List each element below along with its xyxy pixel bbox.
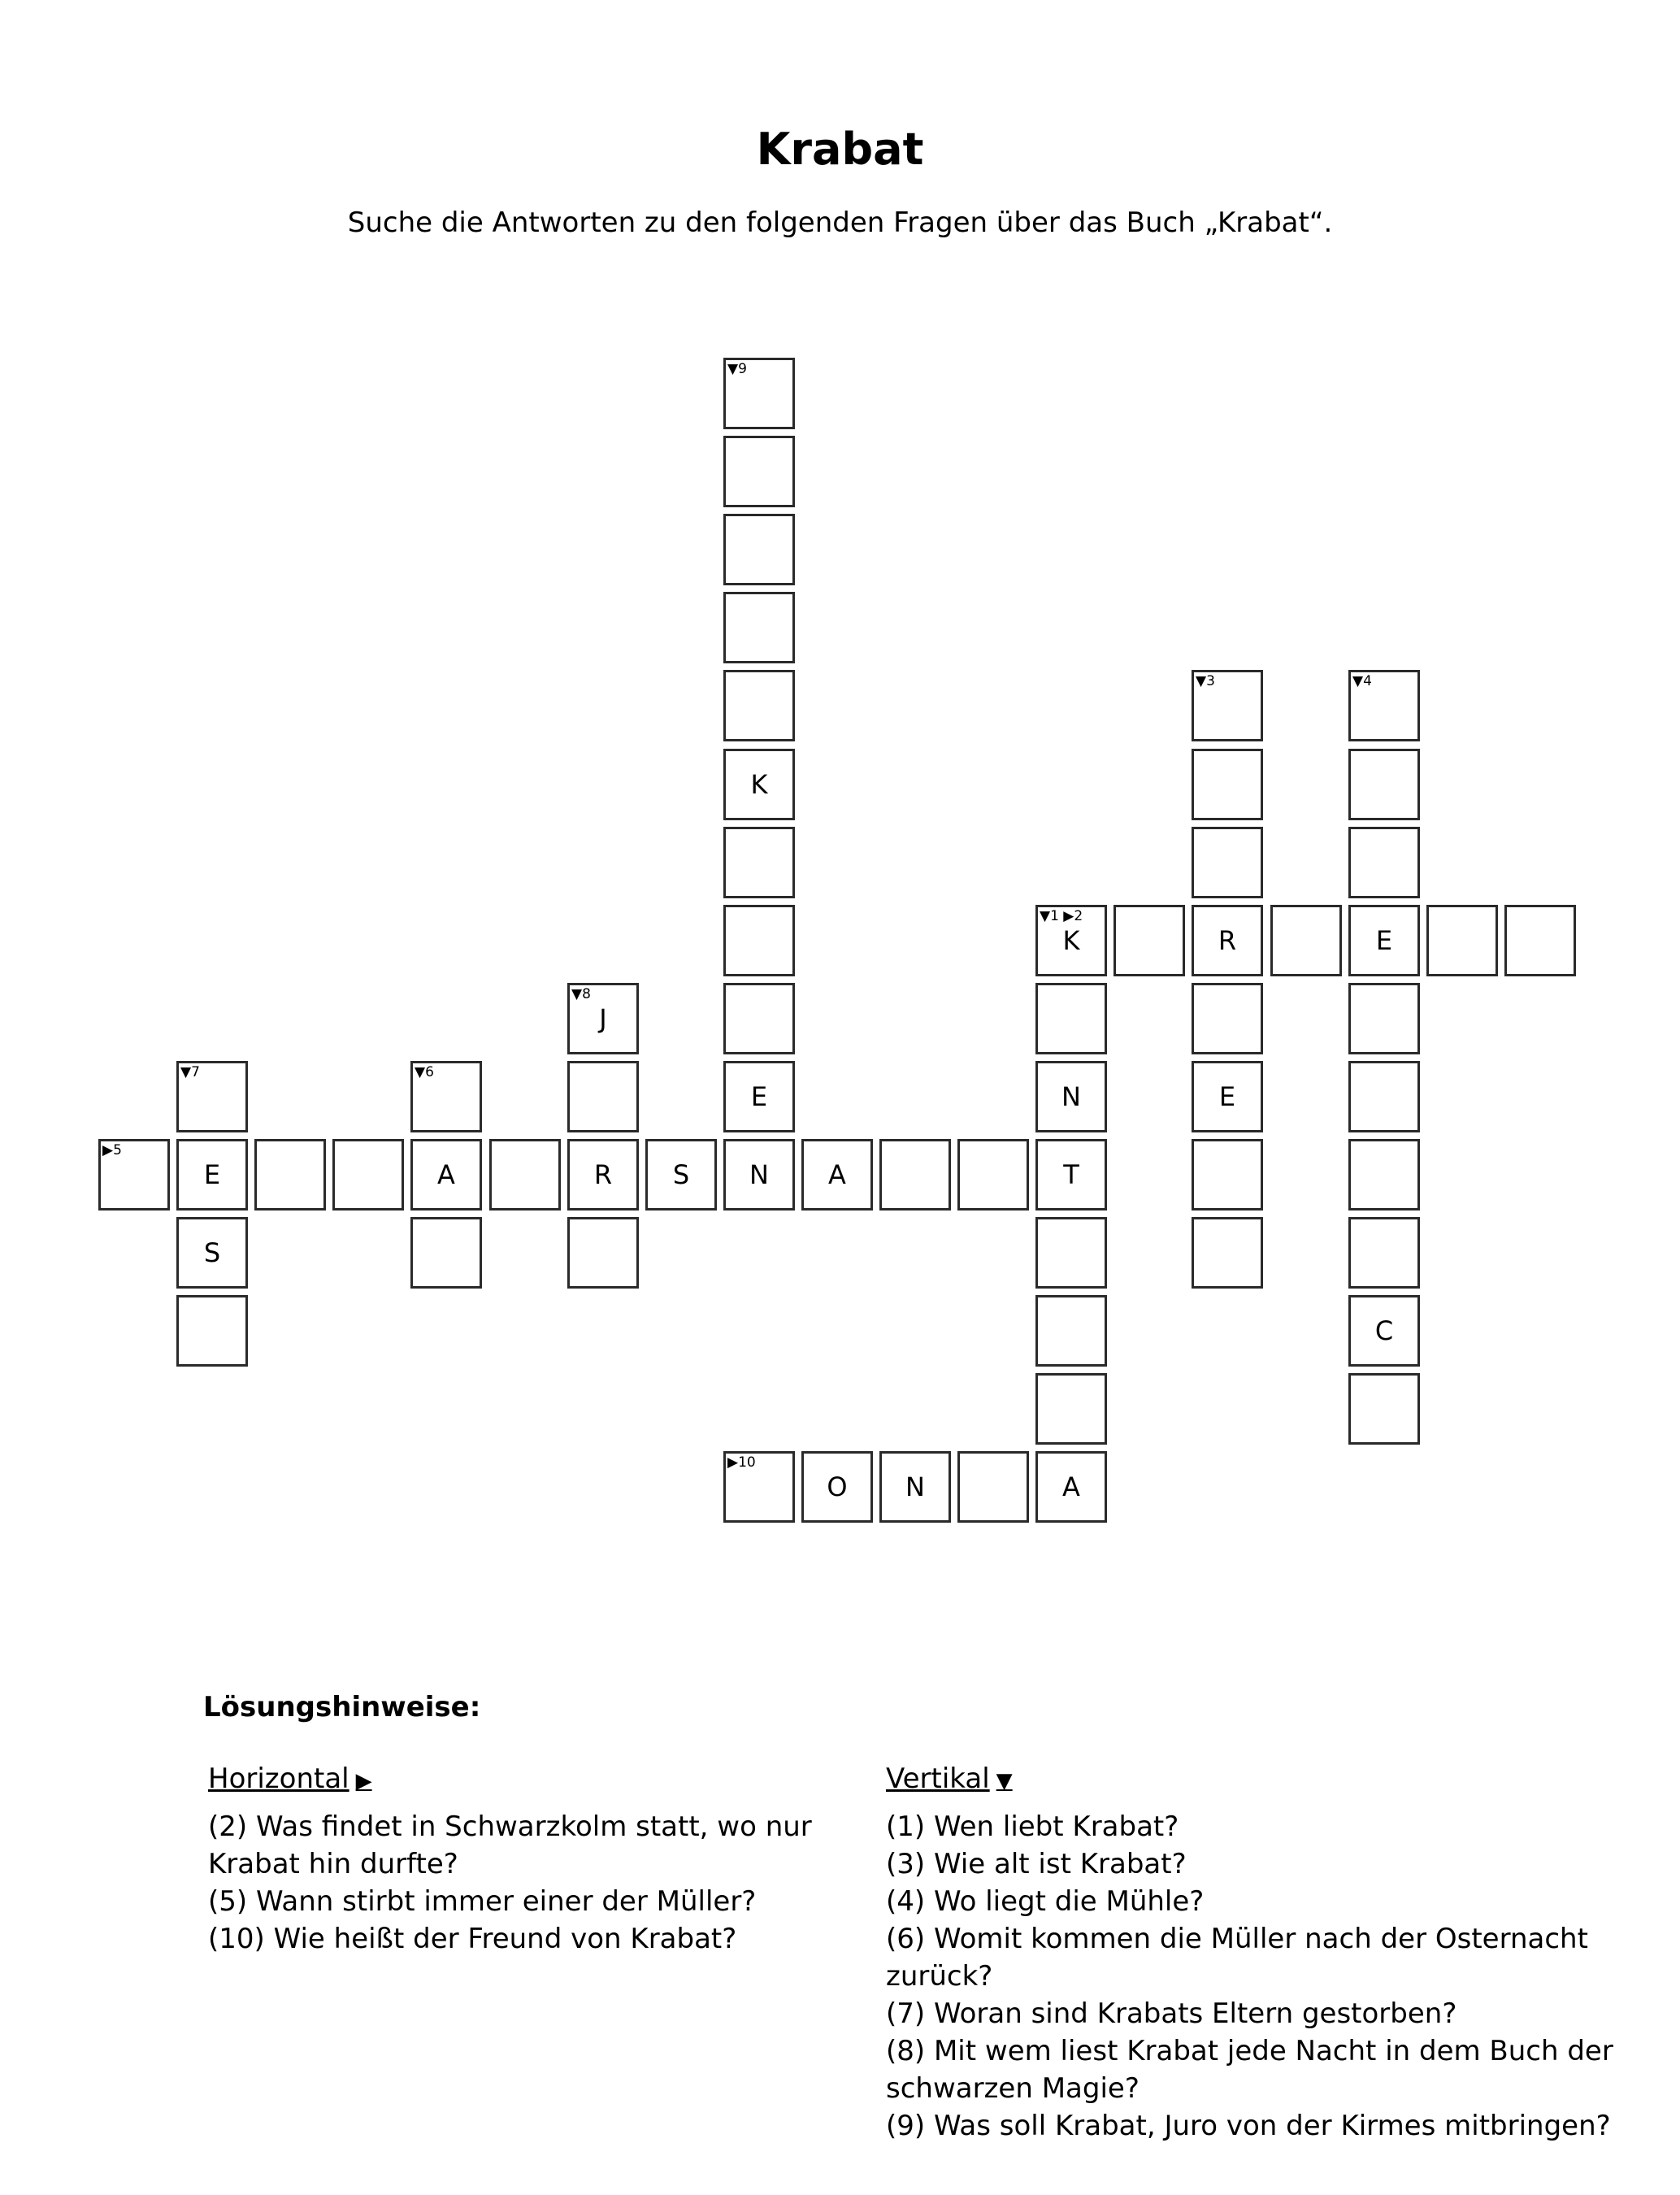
vertical-heading (886, 1760, 1617, 1800)
clue-horizontal-10: (10) Wie heißt der Freund von Krabat? (208, 1923, 737, 1955)
crossword-cell[interactable] (1348, 670, 1420, 741)
crossword-cell[interactable] (723, 983, 795, 1054)
crossword-cell[interactable] (1504, 905, 1576, 976)
horizontal-clues (208, 1760, 850, 1958)
crossword-cell[interactable] (1348, 749, 1420, 820)
cell-letter: N (1061, 1081, 1081, 1112)
crossword-cell[interactable] (1035, 1451, 1107, 1523)
cell-letter: E (750, 1081, 768, 1112)
crossword-cell[interactable] (723, 592, 795, 663)
cell-letter: K (1062, 925, 1080, 956)
page-subtitle: Suche die Antworten zu den folgenden Fragen über das Buch „Krabat“. (347, 206, 1333, 239)
crossword-cell[interactable] (1348, 905, 1420, 976)
crossword-cell[interactable] (1192, 670, 1263, 741)
crossword-cell[interactable] (723, 670, 795, 741)
crossword-cell[interactable] (723, 358, 795, 429)
clue-number: ▶5 (102, 1142, 122, 1158)
crossword-cell[interactable] (567, 1217, 639, 1289)
cell-letter: A (1062, 1471, 1080, 1502)
clue-vertical-8: (8) Mit wem liest Krabat jede Nacht in dem Buch der schwarzen Magie? (886, 2035, 1613, 2105)
cell-letter: T (1063, 1159, 1079, 1190)
horizontal-heading (208, 1760, 850, 1800)
clue-horizontal-5: (5) Wann stirbt immer einer der Müller? (208, 1885, 757, 1918)
crossword-cell[interactable] (332, 1139, 404, 1211)
crossword-cell[interactable] (723, 1061, 795, 1132)
crossword-cell[interactable] (957, 1139, 1029, 1211)
clue-vertical-3: (3) Wie alt ist Krabat? (886, 1848, 1187, 1880)
crossword-cell[interactable] (723, 436, 795, 507)
cell-letter: E (1218, 1081, 1236, 1112)
crossword-cell[interactable] (1348, 1217, 1420, 1289)
crossword-cell[interactable] (1035, 1061, 1107, 1132)
crossword-cell[interactable] (1035, 1217, 1107, 1289)
crossword-cell[interactable] (176, 1139, 248, 1211)
cell-letter: N (905, 1471, 925, 1502)
crossword-cell[interactable] (1348, 827, 1420, 898)
crossword-cell[interactable] (645, 1139, 717, 1211)
crossword-cell[interactable] (98, 1139, 170, 1211)
cell-letter: R (1218, 925, 1237, 956)
hints-title: Lösungshinweise: (203, 1691, 481, 1723)
crossword-cell[interactable] (723, 1451, 795, 1523)
clue-vertical-7: (7) Woran sind Krabats Eltern gestorben? (886, 1997, 1457, 2030)
cell-letter: C (1374, 1315, 1394, 1346)
clue-number: ▼4 (1352, 673, 1372, 689)
crossword-cell[interactable] (1348, 1061, 1420, 1132)
clue-number: ▼6 (415, 1064, 434, 1080)
cell-letter: N (749, 1159, 769, 1190)
crossword-cell[interactable] (723, 905, 795, 976)
crossword-cell[interactable] (957, 1451, 1029, 1523)
cell-letter: O (827, 1471, 848, 1502)
crossword-cell[interactable] (567, 983, 639, 1054)
crossword-cell[interactable] (254, 1139, 326, 1211)
crossword-cell[interactable] (567, 1061, 639, 1132)
crossword-cell[interactable] (723, 1139, 795, 1211)
cell-letter: E (203, 1159, 221, 1190)
cell-letter: S (203, 1237, 221, 1268)
crossword-cell[interactable] (1348, 1139, 1420, 1211)
crossword-cell[interactable] (723, 749, 795, 820)
crossword-cell[interactable] (410, 1217, 482, 1289)
clue-vertical-4: (4) Wo liegt die Mühle? (886, 1885, 1205, 1918)
crossword-cell[interactable] (1192, 905, 1263, 976)
clue-vertical-9: (9) Was soll Krabat, Juro von der Kirmes mitbringen? (886, 2110, 1611, 2142)
down-arrow-icon: ▼ (996, 1769, 1013, 1793)
crossword-cell[interactable] (1348, 1373, 1420, 1445)
clue-horizontal-2: (2) Was findet in Schwarzkolm statt, wo nur Krabat hin durfte? (208, 1810, 812, 1880)
crossword-cell[interactable] (801, 1139, 873, 1211)
crossword-cell[interactable] (176, 1061, 248, 1132)
crossword-cell[interactable] (1192, 1139, 1263, 1211)
clue-number: ▼7 (180, 1064, 200, 1080)
crossword-cell[interactable] (567, 1139, 639, 1211)
clue-number: ▶10 (727, 1454, 756, 1471)
crossword-cell[interactable] (1035, 1139, 1107, 1211)
crossword-cell[interactable] (1348, 1295, 1420, 1367)
clue-number: ▼8 (571, 986, 591, 1002)
crossword-cell[interactable] (879, 1139, 951, 1211)
horizontal-heading-label: Horizontal (208, 1763, 349, 1795)
crossword-cell[interactable] (1426, 905, 1498, 976)
crossword-cell[interactable] (1113, 905, 1185, 976)
crossword-cell[interactable] (489, 1139, 561, 1211)
clue-number: ▼1 ▶2 (1040, 908, 1083, 924)
crossword-cell[interactable] (1192, 983, 1263, 1054)
crossword-cell[interactable] (723, 514, 795, 585)
crossword-cell[interactable] (176, 1295, 248, 1367)
cell-letter: S (672, 1159, 690, 1190)
crossword-cell[interactable] (1192, 749, 1263, 820)
crossword-cell[interactable] (1035, 1373, 1107, 1445)
crossword-cell[interactable] (1192, 1061, 1263, 1132)
page-title: Krabat (756, 124, 924, 175)
cell-letter: A (437, 1159, 455, 1190)
crossword-cell[interactable] (1348, 983, 1420, 1054)
crossword-cell[interactable] (410, 1139, 482, 1211)
crossword-cell[interactable] (1035, 1295, 1107, 1367)
clue-number: ▼3 (1196, 673, 1215, 689)
crossword-cell[interactable] (410, 1061, 482, 1132)
cell-letter: J (599, 1003, 607, 1034)
crossword-cell[interactable] (879, 1451, 951, 1523)
crossword-cell[interactable] (801, 1451, 873, 1523)
cell-letter: K (750, 769, 768, 800)
crossword-cell[interactable] (1035, 905, 1107, 976)
cell-letter: E (1375, 925, 1393, 956)
cell-letter: A (828, 1159, 846, 1190)
clue-number: ▼9 (727, 361, 747, 377)
crossword-cell[interactable] (1192, 1217, 1263, 1289)
crossword-cell[interactable] (1192, 827, 1263, 898)
crossword-cell[interactable] (1035, 983, 1107, 1054)
crossword-cell[interactable] (176, 1217, 248, 1289)
crossword-cell[interactable] (723, 827, 795, 898)
clue-vertical-6: (6) Womit kommen die Müller nach der Osternacht zurück? (886, 1923, 1588, 1993)
cell-letter: R (593, 1159, 613, 1190)
vertical-heading-label: Vertikal (886, 1763, 990, 1795)
clue-vertical-1: (1) Wen liebt Krabat? (886, 1810, 1179, 1843)
right-arrow-icon: ▶ (355, 1769, 372, 1793)
crossword-cell[interactable] (1270, 905, 1342, 976)
vertical-clues (886, 1760, 1617, 2145)
